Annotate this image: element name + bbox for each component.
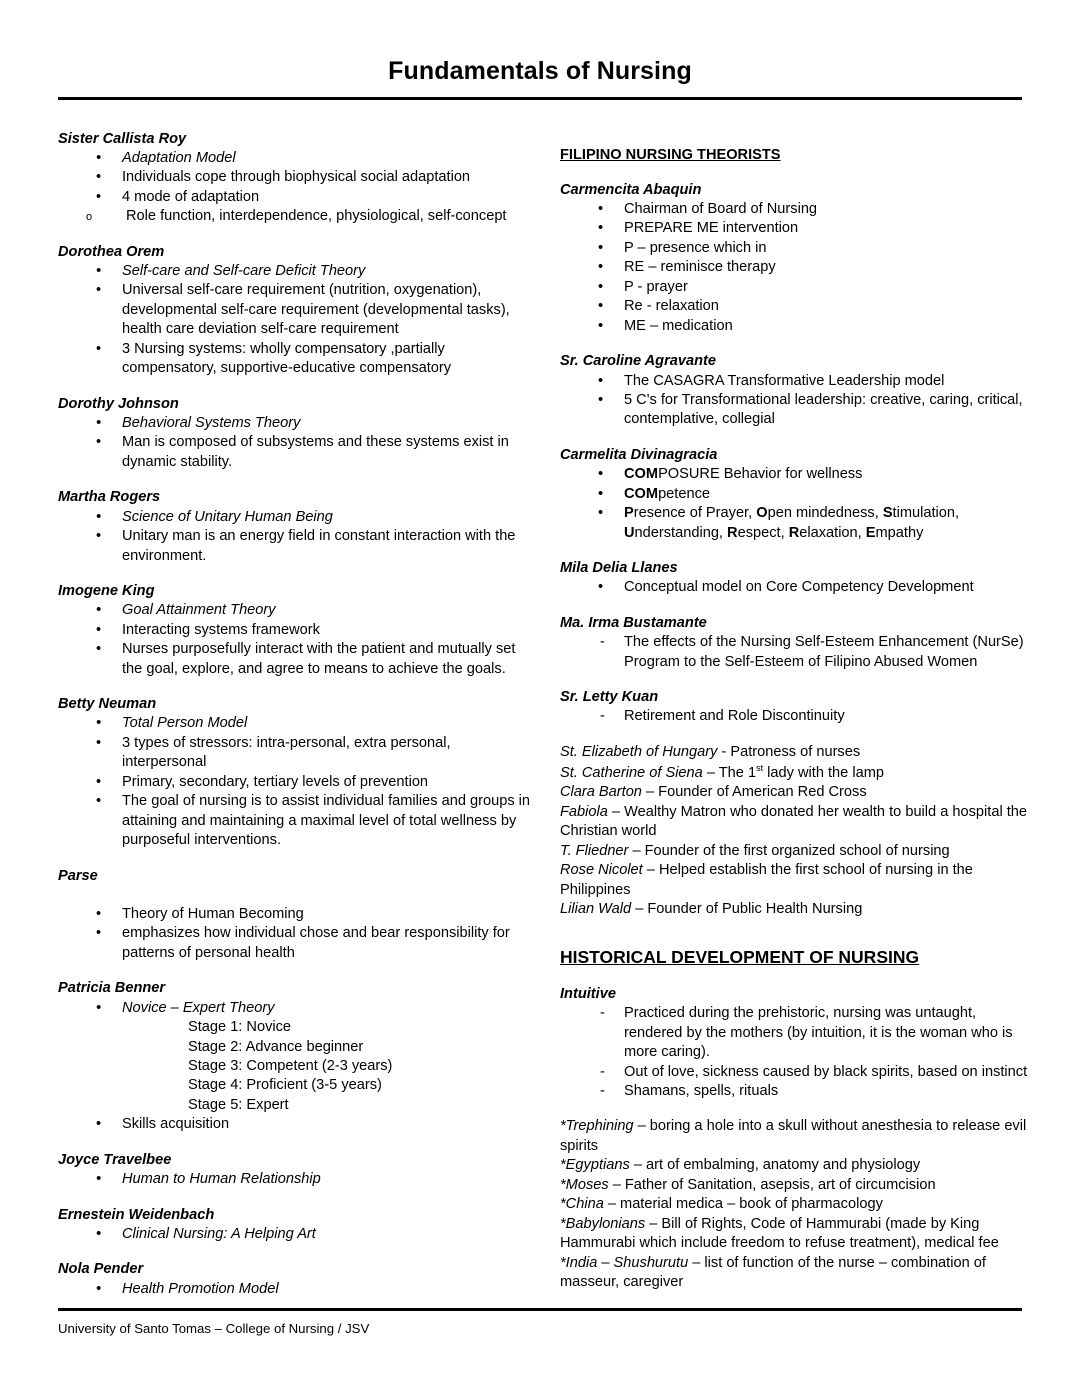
page-title: Fundamentals of Nursing (388, 57, 692, 85)
bullet-marker: • (96, 282, 102, 299)
starred-note-line (560, 1215, 1038, 1254)
bullet-marker: • (96, 793, 102, 810)
starred-note-line (560, 1117, 1038, 1156)
bullet-marker: • (598, 239, 604, 256)
list-item-text: Out of love, sickness caused by black spirits, based on instinct (624, 1063, 1028, 1080)
spacer (560, 1101, 1038, 1117)
list-item (58, 773, 536, 792)
bullet-marker: • (96, 434, 102, 451)
footer-divider (58, 1308, 1022, 1311)
theorist-name: Dorothy Johnson (58, 395, 179, 412)
list-item (58, 168, 536, 187)
figure-description: – Founder of American Red Cross (641, 784, 867, 801)
list-item (560, 239, 1038, 258)
list-item (560, 504, 1038, 543)
list-item-text: RE – reminisce therapy (624, 259, 776, 276)
list-item (58, 640, 536, 679)
list-item-text: The CASAGRA Transformative Leadership model (624, 372, 945, 389)
bullet-list (560, 578, 1038, 597)
figure-name: Lilian Wald (560, 901, 632, 918)
stage-line: Stage 1: Novice (188, 1019, 292, 1036)
theorist-name: Betty Neuman (58, 696, 157, 713)
bullet-marker: • (598, 220, 604, 237)
list-item-text: ME – medication (624, 317, 733, 334)
bullet-list (560, 372, 1038, 430)
list-item (58, 508, 536, 527)
list-item-text: Shamans, spells, rituals (624, 1082, 779, 1099)
content-columns (0, 100, 1080, 1300)
starred-note-line (560, 1195, 1038, 1214)
bullet-marker: • (96, 340, 102, 357)
list-item (58, 433, 536, 472)
note-name: *India – Shushurutu (560, 1254, 689, 1271)
list-item (560, 1082, 1038, 1101)
list-item-text: Retirement and Role Discontinuity (624, 708, 845, 725)
historical-figure-line (560, 762, 1038, 783)
theorist-name: Patricia Benner (58, 980, 166, 997)
bullet-marker: - (600, 1082, 605, 1099)
spacer (560, 969, 1038, 985)
document-footer (58, 1308, 1022, 1337)
theorist-name: Sr. Caroline Agravante (560, 353, 716, 370)
bullet-marker: • (598, 505, 604, 522)
note-name: *Babylonians (560, 1215, 646, 1232)
list-item-text: Unitary man is an energy field in constant interaction with the environment. (122, 528, 516, 564)
spacer (560, 598, 1038, 614)
theorist-name: Ernestein Weidenbach (58, 1206, 215, 1223)
list-item (560, 297, 1038, 316)
bullet-list (58, 414, 536, 472)
list-item-text: The effects of the Nursing Self-Esteem Enhancement (NurSe) Program to the Self-Esteem of Filipino Abused Women (624, 634, 1024, 670)
bullet-marker: • (96, 925, 102, 942)
spacer (560, 336, 1038, 352)
list-item-text: PREPARE ME intervention (624, 220, 799, 237)
figure-description: - Patroness of nurses (717, 743, 861, 760)
spacer (58, 963, 536, 979)
list-item-text: Re - relaxation (624, 298, 719, 315)
bullet-marker: • (96, 528, 102, 545)
starred-note-line (560, 1176, 1038, 1195)
bullet-list (58, 999, 536, 1018)
figure-name: St. Elizabeth of Hungary (560, 743, 718, 760)
list-item-text: Conceptual model on Core Competency Development (624, 579, 974, 596)
theorist-name: Nola Pender (58, 1261, 144, 1278)
theorist-name: Ma. Irma Bustamante (560, 614, 707, 631)
list-item (58, 1170, 536, 1189)
list-item-text: 4 mode of adaptation (122, 188, 260, 205)
bullet-marker: • (598, 485, 604, 502)
left-column (58, 130, 536, 1300)
list-item-text: Practiced during the prehistoric, nursing was untaught, rendered by the mothers (by intuition, it is the woman who is more caring). (624, 1005, 1013, 1061)
sub-list-item-text: Role function, interdependence, physiological, self-concept (126, 208, 507, 225)
list-item-text: 3 Nursing systems: wholly compensatory ,partially compensatory, supportive-educative compensatory (122, 340, 452, 377)
note-description: – boring a hole into a skull without anesthesia to release evil spirits (560, 1118, 1027, 1154)
note-description: – material medica – book of pharmacology (603, 1196, 883, 1213)
list-item (58, 262, 536, 281)
bullet-list (58, 905, 536, 963)
list-item-text: COMpetence (624, 485, 710, 502)
note-name: *Trephining (560, 1118, 634, 1135)
spacer (58, 566, 536, 582)
section-heading-historical-development: HISTORICAL DEVELOPMENT OF NURSING (560, 946, 920, 967)
bullet-list (560, 633, 1038, 672)
figure-name: Clara Barton (560, 784, 642, 801)
list-item (58, 188, 536, 207)
spacer (58, 1135, 536, 1151)
list-item (58, 792, 536, 850)
list-item-text: Individuals cope through biophysical social adaptation (122, 169, 471, 186)
bullet-marker: • (96, 773, 102, 790)
spacer (58, 379, 536, 395)
figure-description: – The 1 (702, 765, 757, 782)
list-item-text: Adaptation Model (122, 149, 236, 166)
theorist-name: Imogene King (58, 583, 155, 599)
bullet-marker: • (96, 188, 102, 205)
figure-description: – Founder of the first organized school of nursing (628, 842, 950, 859)
list-item (560, 485, 1038, 504)
starred-note-line (560, 1254, 1038, 1293)
note-name: *Moses (560, 1176, 609, 1193)
footer-text: University of Santo Tomas – College of Nursing / JSV (58, 1320, 370, 1336)
list-item-text: Man is composed of subsystems and these systems exist in dynamic stability. (122, 434, 509, 470)
figure-description: – Founder of Public Health Nursing (631, 901, 863, 918)
bullet-list (58, 1115, 536, 1134)
historical-figure-line (560, 900, 1038, 919)
spacer (58, 472, 536, 488)
theorist-name: Mila Delia Llanes (560, 560, 678, 577)
ordinal-suffix: st (756, 763, 764, 774)
historical-figure-line (560, 842, 1038, 861)
list-item-text: Theory of Human Becoming (122, 905, 304, 922)
theorist-name: Carmencita Abaquin (560, 181, 702, 198)
bullet-marker: • (598, 579, 604, 596)
list-item-text: Primary, secondary, tertiary levels of prevention (122, 773, 429, 790)
list-item-text: Nurses purposefully interact with the patient and mutually set the goal, explore, and agree to means to achieve the goals. (122, 641, 516, 677)
list-item-text: Skills acquisition (122, 1116, 230, 1133)
sub-list-item (58, 207, 536, 226)
list-item (560, 372, 1038, 391)
list-item-text: COMPOSURE Behavior for wellness (624, 466, 863, 483)
theorist-name: Sr. Letty Kuan (560, 688, 659, 705)
list-item (560, 219, 1038, 238)
list-item-text: Self-care and Self-care Deficit Theory (122, 262, 366, 279)
figure-name: T. Fliedner (560, 842, 629, 859)
bullet-list (58, 1225, 536, 1244)
list-item (58, 999, 536, 1018)
list-item (58, 621, 536, 640)
note-name: *Egyptians (560, 1157, 630, 1174)
sub-bullet-list (58, 207, 536, 226)
list-item (58, 340, 536, 379)
bullet-marker: • (598, 259, 604, 276)
list-item-text: The goal of nursing is to assist individual families and groups in attaining and maintaining a maximal level of total wellness by purposeful interventions. (122, 793, 531, 849)
note-description: – Father of Sanitation, asepsis, art of circumcision (608, 1176, 936, 1193)
theorist-name: Joyce Travelbee (58, 1151, 172, 1168)
list-item (58, 734, 536, 773)
bullet-marker: • (96, 641, 102, 658)
document-header (0, 0, 1080, 100)
theorist-name: Carmelita Divinagracia (560, 446, 718, 463)
theorist-name: Dorothea Orem (58, 243, 165, 260)
figure-name: Rose Nicolet (560, 862, 643, 879)
note-description: – art of embalming, anatomy and physiology (629, 1157, 921, 1174)
list-item (560, 278, 1038, 297)
bullet-marker: • (96, 169, 102, 186)
list-item (560, 465, 1038, 484)
bullet-marker: • (96, 262, 102, 279)
list-item (58, 1225, 536, 1244)
list-item-text: Chairman of Board of Nursing (624, 201, 818, 217)
bullet-list (560, 465, 1038, 543)
list-item-text: P – presence which in (624, 239, 767, 256)
spacer (560, 165, 1038, 181)
list-item (560, 1063, 1038, 1082)
list-item (58, 924, 536, 963)
spacer (58, 886, 536, 905)
list-item-text: Clinical Nursing: A Helping Art (122, 1225, 316, 1242)
bullet-marker: - (600, 1005, 605, 1022)
list-item (58, 149, 536, 168)
spacer (560, 672, 1038, 688)
list-item (560, 258, 1038, 277)
bullet-marker: • (96, 602, 102, 619)
subsection-heading-intuitive: Intuitive (560, 985, 616, 1002)
bullet-marker: • (96, 1116, 102, 1133)
figure-description-cont: lady with the lamp (763, 765, 884, 782)
bullet-list (58, 714, 536, 850)
bullet-marker: • (96, 734, 102, 751)
bullet-marker: • (96, 1225, 102, 1242)
list-item (560, 707, 1038, 726)
historical-figure-line (560, 803, 1038, 842)
spacer (560, 430, 1038, 446)
theorist-name: Sister Callista Roy (58, 130, 187, 147)
bullet-list (560, 1004, 1038, 1101)
bullet-list (560, 200, 1038, 336)
list-item (560, 1004, 1038, 1062)
list-item (58, 601, 536, 620)
list-item (58, 1280, 536, 1299)
note-name: *China (560, 1196, 604, 1213)
bullet-marker: - (600, 1063, 605, 1080)
list-item-text: Novice – Expert Theory (122, 999, 275, 1016)
list-item-text: Presence of Prayer, Open mindedness, Stimulation, Understanding, Respect, Relaxation, Empathy (624, 505, 960, 541)
list-item (560, 578, 1038, 597)
bullet-list (58, 508, 536, 566)
bullet-marker: • (96, 414, 102, 431)
spacer (58, 227, 536, 243)
bullet-marker: • (598, 201, 604, 217)
bullet-list (58, 149, 536, 207)
historical-figure-line (560, 783, 1038, 802)
bullet-marker: - (600, 634, 605, 651)
right-column (560, 130, 1038, 1300)
list-item-text: Goal Attainment Theory (122, 602, 276, 619)
list-item (58, 414, 536, 433)
stage-line: Stage 3: Competent (2-3 years) (188, 1057, 393, 1074)
list-item (560, 200, 1038, 219)
theorist-name: Martha Rogers (58, 489, 161, 506)
spacer (560, 920, 1038, 946)
bullet-marker: - (600, 708, 605, 725)
list-item (560, 391, 1038, 430)
list-item-text: Interacting systems framework (122, 621, 320, 638)
bullet-list (58, 601, 536, 679)
stage-line: Stage 4: Proficient (3-5 years) (188, 1077, 382, 1094)
starred-note-line (560, 1156, 1038, 1175)
bullet-marker: • (96, 149, 102, 166)
figure-description: – Wealthy Matron who donated her wealth to build a hospital the Christian world (560, 803, 1028, 840)
bullet-marker: • (598, 466, 604, 483)
list-item (58, 905, 536, 924)
list-item (58, 714, 536, 733)
bullet-marker: • (598, 298, 604, 315)
theorist-name: Parse (58, 867, 98, 884)
figure-name: Fabiola (560, 803, 608, 820)
list-item-text: Human to Human Relationship (122, 1171, 321, 1188)
bullet-marker: • (598, 317, 604, 334)
spacer (560, 543, 1038, 559)
historical-figure-line (560, 861, 1038, 900)
list-item (560, 633, 1038, 672)
historical-figure-line (560, 743, 1038, 762)
list-item-text: Science of Unitary Human Being (122, 508, 333, 525)
spacer (58, 1190, 536, 1206)
bullet-list (58, 1280, 536, 1299)
note-description: – Bill of Rights, Code of Hammurabi (made by King Hammurabi which include freedom to refuse treatment), medical fee (560, 1215, 999, 1252)
note-description: – list of function of the nurse – combination of masseur, caregiver (560, 1254, 986, 1291)
bullet-marker: • (96, 1171, 102, 1188)
list-item-text: Behavioral Systems Theory (122, 414, 301, 431)
list-item-text: Health Promotion Model (122, 1280, 279, 1297)
spacer (560, 727, 1038, 743)
stage-line: Stage 2: Advance beginner (188, 1038, 364, 1055)
list-item (58, 527, 536, 566)
bullet-list (560, 707, 1038, 726)
bullet-marker: • (598, 372, 604, 389)
bullet-marker: • (96, 715, 102, 732)
section-heading-filipino-theorists: FILIPINO NURSING THEORISTS (560, 146, 781, 163)
list-item-text: emphasizes how individual chose and bear responsibility for patterns of personal health (122, 925, 510, 961)
figure-name: St. Catherine of Siena (560, 765, 703, 782)
list-item-text: P - prayer (624, 278, 688, 295)
bullet-marker: • (96, 621, 102, 638)
circle-bullet-marker: o (86, 211, 93, 224)
list-item-text: Total Person Model (122, 715, 248, 732)
spacer (58, 1244, 536, 1260)
list-item (560, 317, 1038, 336)
list-item-text: 3 types of stressors: intra-personal, extra personal, interpersonal (122, 734, 451, 771)
list-item-text: 5 C's for Transformational leadership: creative, caring, critical, contemplative, collegial (624, 392, 1023, 428)
bullet-marker: • (96, 905, 102, 922)
bullet-marker: • (96, 508, 102, 525)
spacer (58, 679, 536, 695)
bullet-marker: • (96, 1280, 102, 1297)
bullet-marker: • (598, 392, 604, 408)
bullet-marker: • (96, 999, 102, 1016)
figure-description: – Helped establish the first school of nursing in the Philippines (560, 862, 973, 898)
list-item-text: Universal self-care requirement (nutrition, oxygenation), developmental self-care requirement (developmental tasks), health care deviation self-care requirement (122, 282, 510, 338)
bullet-list (58, 262, 536, 379)
list-item (58, 281, 536, 339)
stage-line: Stage 5: Expert (188, 1096, 289, 1113)
bullet-list (58, 1170, 536, 1189)
spacer (58, 851, 536, 867)
list-item (58, 1115, 536, 1134)
bullet-marker: • (598, 278, 604, 295)
